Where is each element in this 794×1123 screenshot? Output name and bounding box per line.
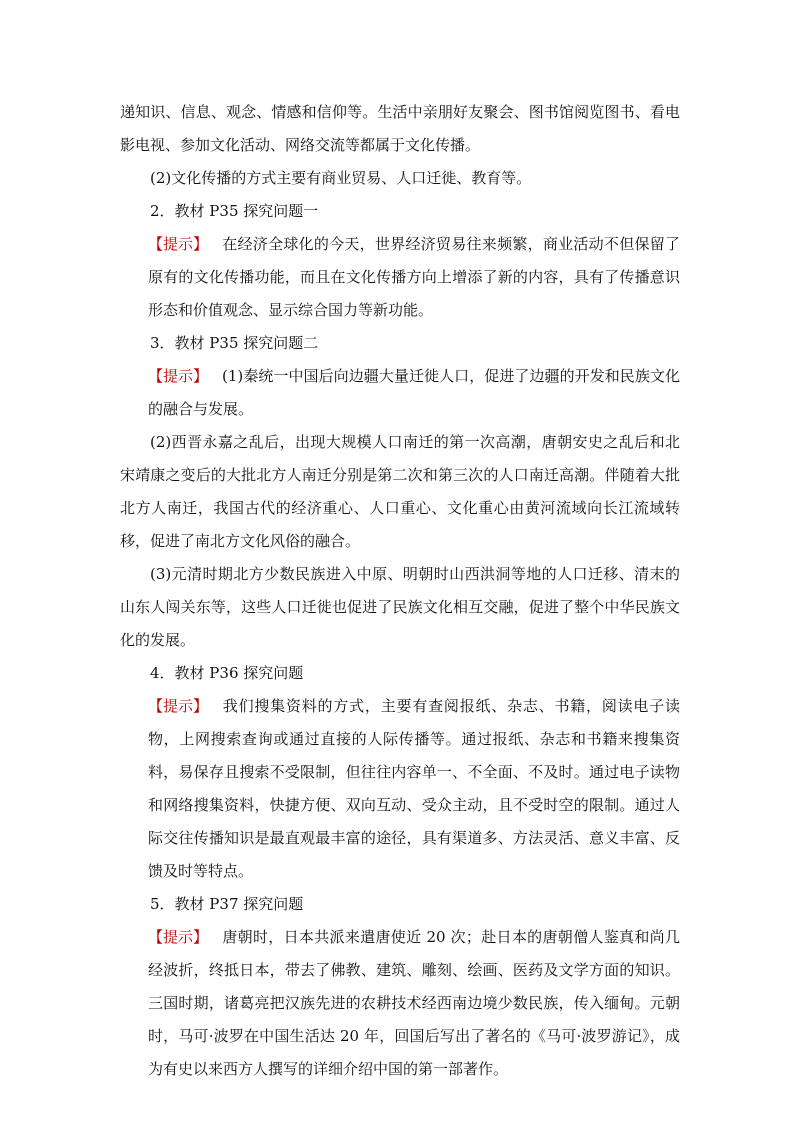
question-2-answer xyxy=(120,228,680,327)
tip-label: 【提示】 xyxy=(148,928,209,946)
question-3-answer-1-text: (1)秦统一中国后向边疆大量迁徙人口，促进了边疆的开发和民族文化的融合与发展。 xyxy=(148,367,680,418)
tip-label: 【提示】 xyxy=(148,367,209,385)
question-4-heading: 4．教材 P36 探究问题 xyxy=(150,664,304,682)
question-3-answer-1 xyxy=(120,360,680,426)
question-5-answer xyxy=(120,921,680,1086)
question-2-answer-text: 在经济全球化的今天，世界经济贸易往来频繁，商业活动不但保留了原有的文化传播功能，而且在文化传播方向上增添了新的内容，具有了传播意识形态和价值观念、显示综合国力等新功能。 xyxy=(148,235,680,319)
intro-paragraph-2: (2)文化传播的方式主要有商业贸易、人口迁徙、教育等。 xyxy=(150,169,532,187)
question-2-heading: 2．教材 P35 探究问题一 xyxy=(150,202,319,220)
document-body xyxy=(120,96,680,1086)
tip-label: 【提示】 xyxy=(148,235,209,253)
question-5-answer-text: 唐朝时，日本共派来遣唐使近 20 次；赴日本的唐朝僧人鉴真和尚几经波折，终抵日本，带去了佛教、建筑、雕刻、绘画、医药及文学方面的知识。三国时期，诸葛亮把汉族先进的农耕技术经西南边境少数民族，传入缅甸。元朝时，马可·波罗在中国生活达 20 年，回国后写出了著名的《马可·波罗游记》，成为有史以来西方人撰写的详细介绍中国的第一部著作。 xyxy=(148,928,680,1078)
question-3-answer-2: (2)西晋永嘉之乱后，出现大规模人口南迁的第一次高潮，唐朝安史之乱后和北宋靖康之变后的大批北方人南迁分别是第二次和第三次的人口南迁高潮。伴随着大批北方人南迁，我国古代的经济重心、人口重心、文化重心由黄河流域向长江流域转移，促进了南北方文化风俗的融合。 xyxy=(120,433,680,550)
question-5-heading: 5．教材 P37 探究问题 xyxy=(150,895,304,913)
question-4-answer-text: 我们搜集资料的方式，主要有查阅报纸、杂志、书籍，阅读电子读物，上网搜索查询或通过直接的人际传播等。通过报纸、杂志和书籍来搜集资料，易保存且搜索不受限制，但往往内容单一、不全面、不及时。通过电子读物和网络搜集资料，快捷方便、双向互动、受众主动，且不受时空的限制。通过人际交往传播知识是最直观最丰富的途径，具有渠道多、方法灵活、意义丰富、反馈及时等特点。 xyxy=(148,697,680,880)
tip-label: 【提示】 xyxy=(148,697,209,715)
question-3-answer-3: (3)元清时期北方少数民族进入中原、明朝时山西洪洞等地的人口迁移、清末的山东人闯关东等，这些人口迁徙也促进了民族文化相互交融，促进了整个中华民族文化的发展。 xyxy=(120,565,680,649)
question-3-heading: 3．教材 P35 探究问题二 xyxy=(150,334,319,352)
question-4-answer xyxy=(120,690,680,888)
intro-paragraph-1: 递知识、信息、观念、情感和信仰等。生活中亲朋好友聚会、图书馆阅览图书、看电影电视、参加文化活动、网络交流等都属于文化传播。 xyxy=(120,103,680,154)
